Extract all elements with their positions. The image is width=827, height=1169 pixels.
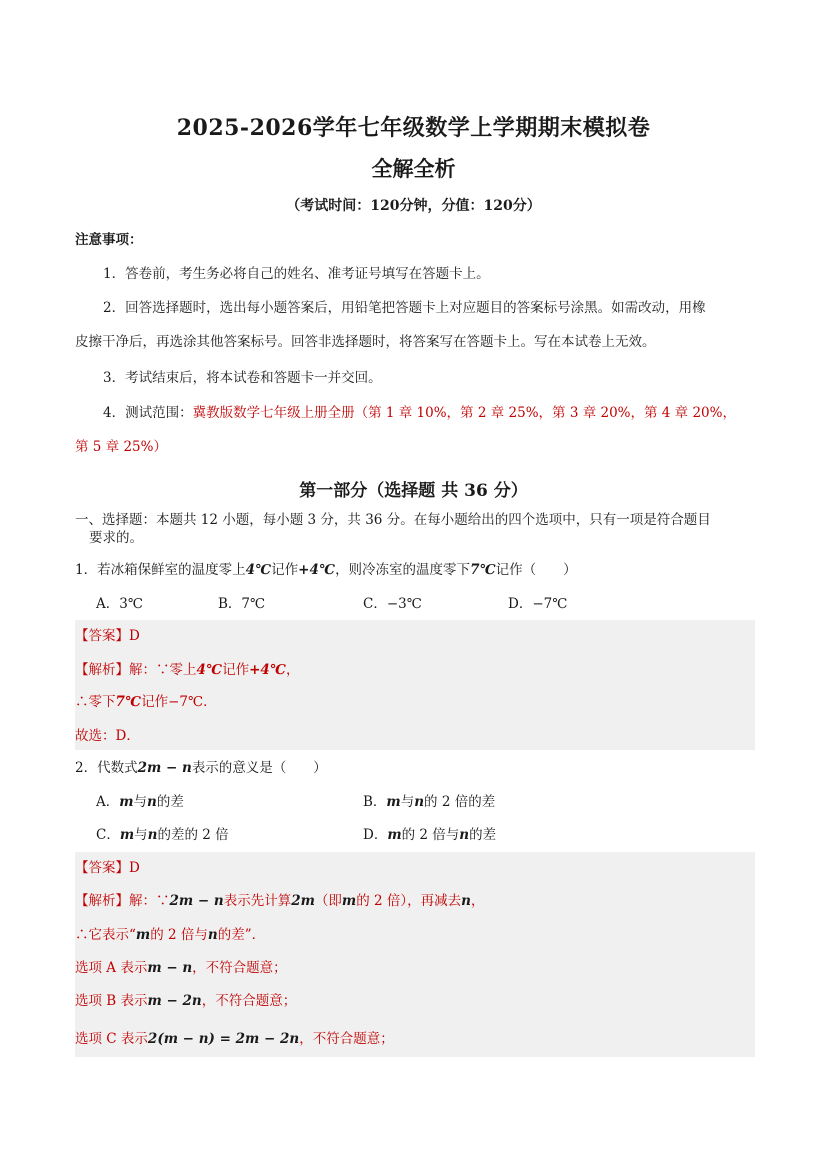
- analysis-math: 2m − n: [169, 893, 224, 909]
- q1-analysis-line-2: [75, 692, 217, 712]
- analysis-math: n: [461, 893, 471, 909]
- analysis-text: ．: [203, 694, 217, 710]
- analysis-math: m: [341, 893, 357, 909]
- option-math: m: [386, 794, 401, 810]
- analysis-text: ，不符合题意；: [192, 960, 287, 976]
- analysis-text: 解：∵: [129, 893, 170, 909]
- q2-text: 表示的意义是（ ）: [191, 760, 327, 776]
- q2-answer: 【答案】D: [75, 860, 140, 876]
- q1-solution-box: [75, 620, 755, 750]
- notice-heading: 注意事项：: [75, 232, 143, 248]
- q1-math: 4℃: [245, 562, 272, 578]
- question-2-stem: [75, 758, 327, 778]
- q1-answer: 【答案】D: [75, 628, 140, 644]
- page-subtitle: 全解全析: [371, 156, 456, 181]
- scope-text: 冀教版数学七年级上册全册（第 1 章 10%，第 2 章 25%，第 3 章 20%，第 4 章 20%，: [192, 405, 736, 421]
- option-text: 的差: [469, 827, 497, 843]
- section-instruction-cont: 要求的。: [89, 530, 143, 546]
- option-text: D．: [363, 827, 388, 843]
- option-math: m: [387, 827, 402, 843]
- analysis-math: m − 2n: [147, 993, 202, 1009]
- analysis-text: 的 2 倍），再减去: [356, 893, 462, 909]
- analysis-text: 记作: [141, 694, 169, 710]
- analysis-text: ∴它表示“: [75, 927, 136, 943]
- analysis-text: ∴零下: [75, 694, 116, 710]
- analysis-text: 选项 A 表示: [75, 960, 148, 976]
- option-text: 与: [134, 827, 148, 843]
- q1-math: 7℃: [470, 562, 496, 578]
- exam-meta: （考试时间：120分钟，分值：120分）: [286, 198, 541, 214]
- q2-text: 2．代数式: [75, 760, 138, 776]
- q2-option-b: [363, 792, 495, 812]
- q1-conclusion: 故选：D．: [75, 728, 140, 744]
- analysis-text: 解：∵零上: [129, 662, 197, 678]
- analysis-text: 选项 B 表示: [75, 993, 148, 1009]
- section-instruction: 一、选择题：本题共 12 小题，每小题 3 分，共 36 分。在每小题给出的四个选项中，只有一项是符合题目: [75, 512, 711, 528]
- option-math: n: [147, 827, 158, 843]
- option-math: n: [459, 827, 470, 843]
- notice-item-1: 1．答卷前，考生务必将自己的姓名、准考证号填写在答题卡上。: [103, 266, 490, 282]
- option-text: C．: [96, 827, 120, 843]
- q2-option-d: [363, 825, 496, 845]
- analysis-math: +4℃: [249, 662, 286, 678]
- analysis-text: 记作: [222, 662, 250, 678]
- option-text: A．: [96, 794, 120, 810]
- analysis-text: 表示先计算: [223, 893, 292, 909]
- analysis-math: 7℃: [115, 694, 142, 710]
- scope-label: 4．测试范围：: [103, 405, 193, 421]
- option-math: m: [119, 794, 134, 810]
- q2-analysis-line-5: [75, 1029, 394, 1049]
- analysis-math: −7℃: [168, 694, 204, 710]
- analysis-text: ，不符合题意；: [201, 993, 297, 1009]
- q1-analysis-line-1: [75, 660, 299, 680]
- question-1-stem: [75, 560, 577, 580]
- q2-analysis-line-1: [75, 891, 484, 911]
- analysis-text: ，: [470, 893, 485, 909]
- analysis-text: ，不符合题意；: [299, 1031, 394, 1047]
- q2-analysis-line-3: [75, 958, 287, 978]
- q1-option-b: B．7℃: [218, 596, 266, 612]
- q2-option-c: [96, 825, 229, 845]
- q2-analysis-line-2: [75, 925, 265, 945]
- analysis-text: （即: [314, 893, 342, 909]
- q1-text: 记作: [271, 562, 299, 578]
- analysis-label: 【解析】: [75, 893, 129, 909]
- analysis-text: ，: [285, 662, 300, 678]
- analysis-math: n: [207, 927, 218, 943]
- option-math: n: [147, 794, 157, 810]
- analysis-text: 的 2 倍与: [150, 927, 208, 943]
- q2-solution-box: [75, 852, 755, 1057]
- scope-text-cont: 第 5 章 25%）: [75, 439, 167, 455]
- analysis-math: m − n: [147, 960, 193, 976]
- option-math: n: [414, 794, 425, 810]
- page-title: 2025-2026学年七年级数学上学期期末模拟卷: [176, 115, 651, 141]
- analysis-math: m: [135, 927, 151, 943]
- notice-item-2: 2．回答选择题时，选出每小题答案后，用铅笔把答题卡上对应题目的答案标号涂黑。如需改动，用橡: [103, 300, 706, 316]
- option-text: 与: [133, 794, 148, 810]
- option-text: 与: [400, 794, 415, 810]
- option-text: 的 2 倍与: [401, 827, 460, 843]
- q1-text: 1．若冰箱保鲜室的温度零上: [75, 562, 246, 578]
- option-text: 的差: [156, 794, 184, 810]
- section-title: 第一部分（选择题 共 36 分）: [299, 481, 528, 501]
- q2-analysis-line-4: [75, 991, 296, 1011]
- q1-text: 记作（ ）: [495, 562, 577, 578]
- q1-text: ，则冷冻室的温度零下: [335, 562, 471, 578]
- option-text: 的 2 倍的差: [424, 794, 496, 810]
- q2-option-a: [96, 792, 184, 812]
- analysis-math: 2m: [291, 893, 315, 909]
- analysis-math: 4℃: [196, 662, 223, 678]
- notice-item-4: [103, 403, 736, 423]
- notice-item-3: 3．考试结束后，将本试卷和答题卡一并交回。: [103, 370, 382, 386]
- q1-math: +4℃: [298, 562, 336, 578]
- option-math: m: [119, 827, 135, 843]
- analysis-text: 选项 C 表示: [75, 1031, 148, 1047]
- analysis-text: 的差”．: [217, 927, 266, 943]
- q1-option-a: A．3℃: [96, 596, 143, 612]
- analysis-math: 2(m − n) = 2m − 2n: [147, 1031, 300, 1047]
- q2-math: 2m − n: [137, 760, 192, 776]
- analysis-label: 【解析】: [75, 662, 129, 678]
- notice-item-2-cont: 皮擦干净后，再选涂其他答案标号。回答非选择题时，将答案写在答题卡上。写在本试卷上无效。: [75, 334, 656, 350]
- q1-option-d: D．−7℃: [508, 596, 568, 612]
- q1-option-c: C．−3℃: [363, 596, 422, 612]
- option-text: B．: [363, 794, 387, 810]
- option-text: 的差的 2 倍: [157, 827, 229, 843]
